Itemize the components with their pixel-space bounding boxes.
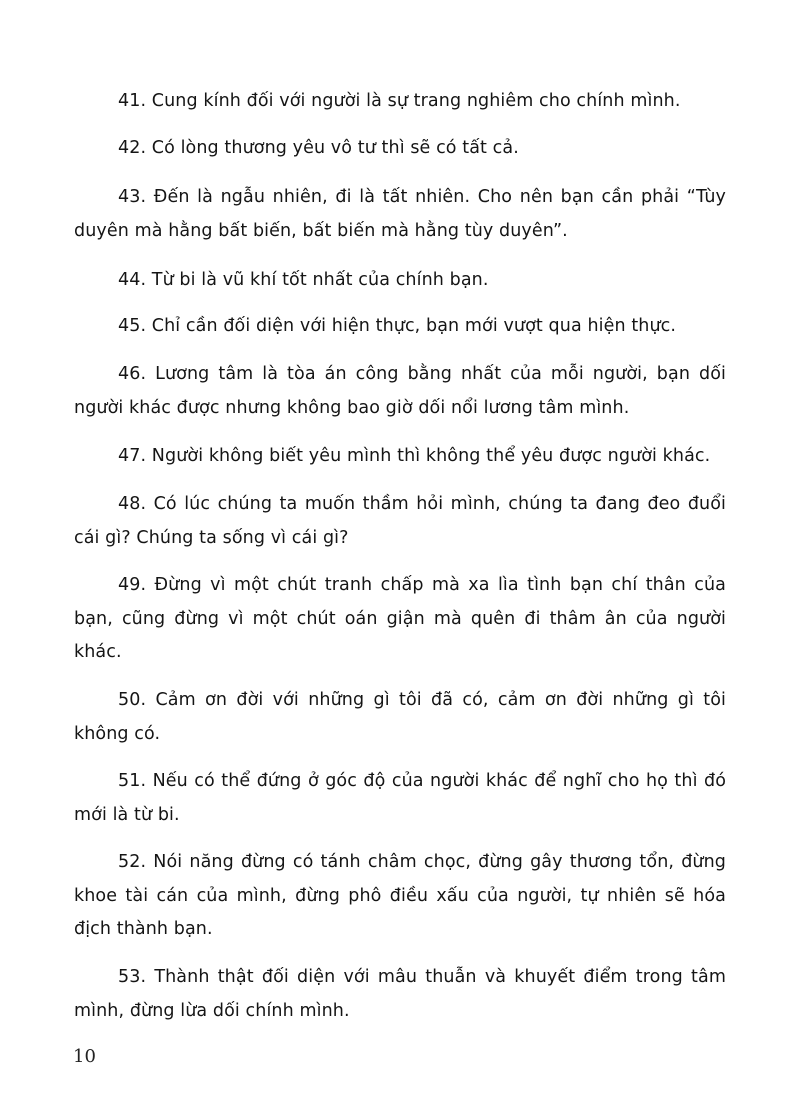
saying-49: 49. Đừng vì một chút tranh chấp mà xa lìa tình bạn chí thân của bạn, cũng đừng vì một chút oán giận mà quên đi thâm ân của người khác. [74, 575, 726, 662]
page-number: 10 [73, 1046, 96, 1067]
saying-45: 45. Chỉ cần đối diện với hiện thực, bạn mới vượt qua hiện thực. [118, 316, 677, 336]
saying-43: 43. Đến là ngẫu nhiên, đi là tất nhiên. Cho nên bạn cần phải “Tùy duyên mà hằng bất biến, bất biến mà hằng tùy duyên”. [74, 187, 726, 241]
saying-47: 47. Người không biết yêu mình thì không thể yêu được người khác. [118, 446, 711, 466]
saying-53: 53. Thành thật đối diện với mâu thuẫn và khuyết điểm trong tâm mình, đừng lừa dối chính mình. [74, 967, 726, 1021]
saying-44: 44. Từ bi là vũ khí tốt nhất của chính bạn. [118, 270, 489, 290]
saying-52: 52. Nói năng đừng có tánh châm chọc, đừng gây thương tổn, đừng khoe tài cán của mình, đừng phô điều xấu của người, tự nhiên sẽ hóa địch thành bạn. [74, 852, 726, 939]
saying-51: 51. Nếu có thể đứng ở góc độ của người khác để nghĩ cho họ thì đó mới là từ bi. [74, 771, 726, 825]
saying-48: 48. Có lúc chúng ta muốn thầm hỏi mình, chúng ta đang đeo đuổi cái gì? Chúng ta sống vì cái gì? [74, 494, 726, 548]
saying-42: 42. Có lòng thương yêu vô tư thì sẽ có tất cả. [118, 138, 519, 158]
saying-46: 46. Lương tâm là tòa án công bằng nhất của mỗi người, bạn dối người khác được nhưng không bao giờ dối nổi lương tâm mình. [74, 364, 726, 418]
saying-50: 50. Cảm ơn đời với những gì tôi đã có, cảm ơn đời những gì tôi không có. [74, 690, 726, 744]
saying-41: 41. Cung kính đối với người là sự trang nghiêm cho chính mình. [118, 91, 681, 111]
